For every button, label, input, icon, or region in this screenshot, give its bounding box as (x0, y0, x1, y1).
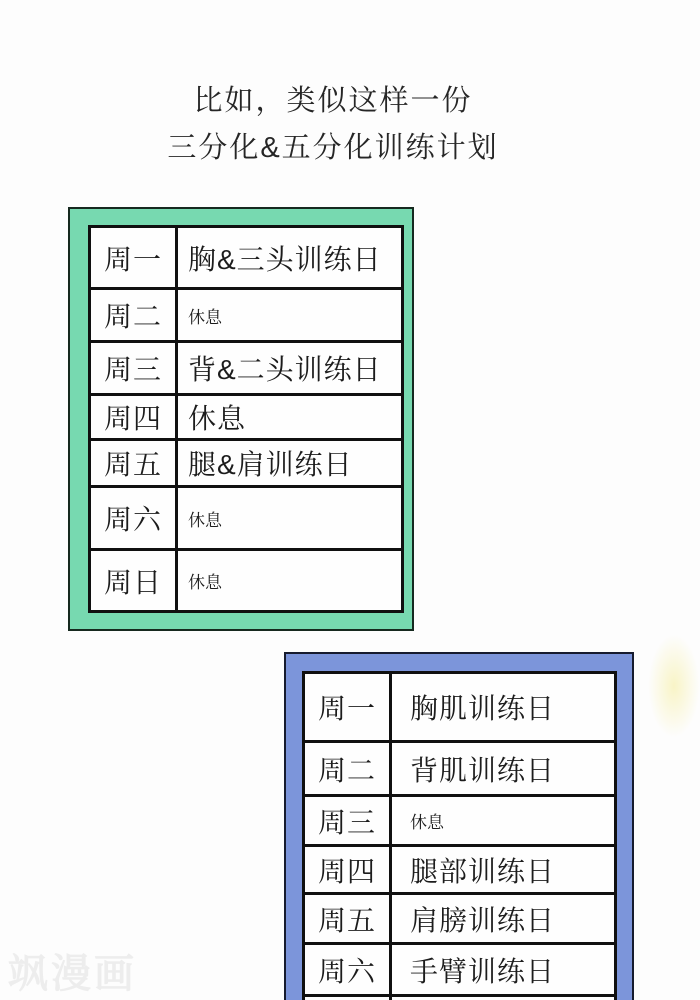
activity-cell: 休息 (188, 307, 222, 327)
five-split-plan-table (284, 652, 634, 1000)
activity-cell: 手臂训练日 (410, 955, 556, 987)
three-split-plan-grid (88, 225, 404, 613)
table-row (305, 945, 614, 997)
day-cell: 周六 (305, 945, 392, 994)
activity-cell: 胸&三头训练日 (188, 243, 382, 275)
activity-cell: 休息 (410, 813, 444, 832)
table-row (91, 228, 401, 290)
table-row (91, 441, 401, 488)
day-cell: 周一 (305, 674, 392, 740)
title-line-1: 比如，类似这样一份 (193, 85, 473, 117)
activity-cell: 休息 (188, 573, 222, 592)
activity-cell: 背&二头训练日 (188, 354, 382, 385)
day-cell: 周六 (91, 488, 178, 548)
table-row (91, 290, 401, 343)
table-row (305, 847, 614, 895)
day-cell: 周五 (305, 895, 392, 942)
activity-cell: 胸肌训练日 (410, 693, 556, 724)
day-cell: 周四 (305, 847, 392, 892)
page-title (0, 78, 666, 172)
day-cell: 周二 (305, 743, 392, 794)
activity-cell: 腿&肩训练日 (188, 449, 353, 480)
activity-cell: 肩膀训练日 (410, 904, 556, 936)
activity-cell: 休息 (188, 403, 247, 434)
table-row (305, 895, 614, 945)
day-cell: 周五 (91, 441, 178, 485)
watermark: 飒漫画 (8, 952, 137, 996)
five-split-plan-grid (302, 671, 617, 1000)
three-split-plan-table (68, 207, 414, 631)
table-row (91, 343, 401, 396)
day-cell: 周三 (305, 797, 392, 844)
day-cell: 周四 (91, 396, 178, 438)
day-cell: 周日 (91, 551, 178, 610)
yellow-smudge (648, 634, 700, 738)
day-cell: 周三 (91, 343, 178, 393)
table-row (305, 674, 614, 743)
table-row (305, 743, 614, 797)
day-cell: 周二 (91, 290, 178, 340)
activity-cell: 休息 (188, 510, 222, 530)
table-row (305, 797, 614, 847)
table-row (91, 551, 401, 610)
activity-cell: 背肌训练日 (410, 754, 556, 786)
table-row (91, 396, 401, 441)
day-cell: 周一 (91, 228, 178, 287)
activity-cell: 腿部训练日 (410, 855, 556, 887)
table-row (91, 488, 401, 551)
title-line-2: 三分化&五分化训练计划 (167, 132, 499, 164)
